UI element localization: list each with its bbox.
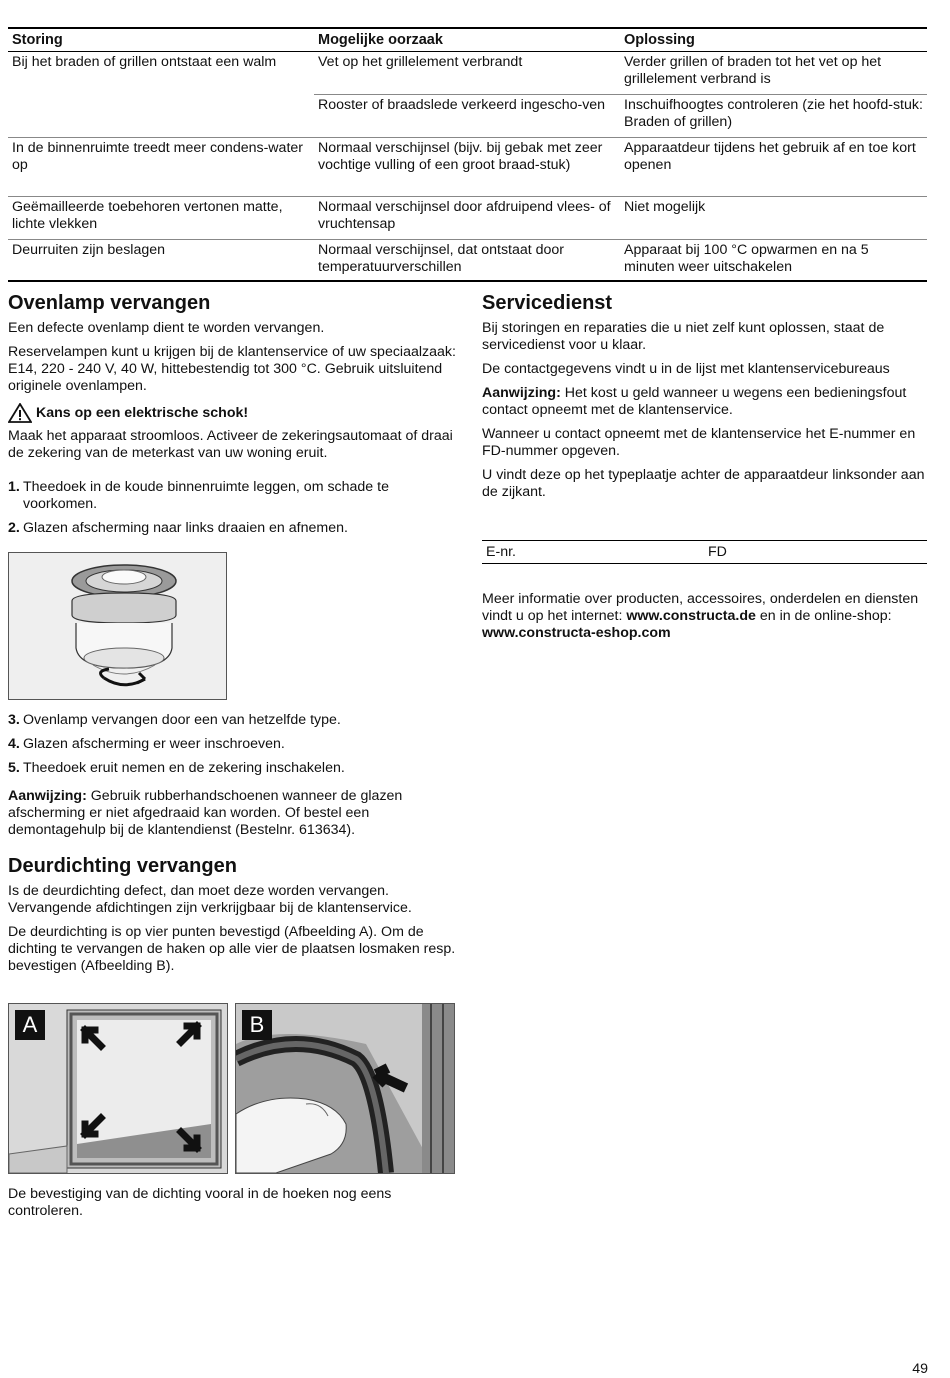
section-title-servicedienst: Servicedienst <box>482 292 613 314</box>
paragraph: U vindt deze op het typeplaatje achter de apparaatdeur linksonder aan de zijkant. <box>482 467 925 500</box>
paragraph: Wanneer u contact opneemt met de klantenservice het E-nummer en FD-nummer opgeven. <box>482 426 916 459</box>
info-text: Meer informatie over producten, accessoires, onderdelen en diensten vindt u op het internet: <box>482 591 919 624</box>
warning-title: Kans op een elektrische schok! <box>36 404 249 421</box>
step-text: Ovenlamp vervangen door een van hetzelfde type. <box>23 712 341 728</box>
paragraph: Reservelampen kunt u krijgen bij de klantenservice of uw speciaalzaak: E14, 220 - 240 V, 40 W, hittebestendig tot 300 °C. Gebruik uitsluitend originele ovenlampen. <box>8 344 456 394</box>
servicedienst-section <box>482 291 927 501</box>
warning-heading <box>8 403 458 423</box>
table-cell: Apparaat bij 100 °C opwarmen en na 5 minuten weer uitschakelen <box>620 240 927 282</box>
table-cell: Apparaatdeur tijdens het gebruik af en toe kort openen <box>620 138 927 197</box>
figure-label-a: A <box>15 1010 45 1040</box>
table-row <box>8 52 927 95</box>
table-row <box>8 197 927 240</box>
paragraph: Een defecte ovenlamp dient te worden vervangen. <box>8 320 325 336</box>
list-item <box>8 479 458 513</box>
website-link[interactable]: www.constructa.de <box>626 608 756 624</box>
table-cell: Geëmailleerde toebehoren vertonen matte, lichte vlekken <box>8 197 314 240</box>
step-number: 2. <box>8 520 20 536</box>
note-text: Het kost u geld wanneer u wegens een bedieningsfout contact opneemt met de klantenservice. <box>482 385 907 418</box>
step-text: Theedoek eruit nemen en de zekering inschakelen. <box>23 760 345 776</box>
step-text: Theedoek in de koude binnenruimte leggen, om schade te voorkomen. <box>23 479 389 512</box>
step-number: 5. <box>8 760 20 776</box>
table-header-row <box>8 28 927 52</box>
table-cell: Normaal verschijnsel door afdruipend vlees- of vruchtensap <box>314 197 620 240</box>
steps-list <box>8 479 458 537</box>
table-cell: Vet op het grillelement verbrandt <box>314 52 620 95</box>
table-cell <box>8 95 314 138</box>
list-item <box>8 736 458 753</box>
type-plate-fields <box>482 540 927 564</box>
warning-text: Maak het apparaat stroomloos. Activeer de zekeringsautomaat of draai de zekering van de meterkast van uw woning eruit. <box>8 428 453 461</box>
note-text: Gebruik rubberhandschoenen wanneer de glazen afscherming er niet afgedraaid kan worden. Of bestel een demontagehulp bij de klantendienst (Bestelnr. 613634). <box>8 788 403 838</box>
table-cell: Deurruiten zijn beslagen <box>8 240 314 282</box>
table-row <box>8 138 927 197</box>
table-cell: In de binnenruimte treedt meer condens-water op <box>8 138 314 197</box>
table-cell: Niet mogelijk <box>620 197 927 240</box>
note-paragraph <box>8 788 458 839</box>
list-item <box>8 760 458 777</box>
paragraph: Bij storingen en reparaties die u niet zelf kunt oplossen, staat de servicedienst voor u klaar. <box>482 320 885 353</box>
table-cell: Normaal verschijnsel (bijv. bij gebak met zeer vochtige vulling of een groot braad-stuk) <box>314 138 620 197</box>
fd-number-label: FD <box>708 544 727 560</box>
table-cell: Bij het braden of grillen ontstaat een walm <box>12 54 277 70</box>
table-cell: Normaal verschijnsel, dat ontstaat door temperatuurverschillen <box>314 240 620 282</box>
step-number: 1. <box>8 479 20 495</box>
troubleshooting-table <box>8 27 927 282</box>
table-cell: Rooster of braadslede verkeerd ingescho-ven <box>314 95 620 138</box>
page-number: 49 <box>912 1361 928 1377</box>
step-number: 3. <box>8 712 20 728</box>
more-info-paragraph <box>482 591 927 642</box>
section-title-deurdichting: Deurdichting vervangen <box>8 855 237 877</box>
list-item <box>8 520 458 537</box>
note-label: Aanwijzing: <box>482 385 561 401</box>
lamp-cover-image <box>8 552 227 700</box>
warning-triangle-icon <box>8 403 36 423</box>
column-header: Storing <box>8 28 314 52</box>
paragraph: De deurdichting is op vier punten bevestigd (Afbeelding A). Om de dichting te vervangen de haken op alle vier de plaatsen losmaken resp. bevestigen (Afbeelding B). <box>8 924 456 974</box>
table-row <box>8 240 927 282</box>
table-row <box>8 95 927 138</box>
step-text: Glazen afscherming naar links draaien en afnemen. <box>23 520 348 536</box>
list-item <box>8 712 458 729</box>
deurdichting-section <box>8 854 458 975</box>
column-header: Oplossing <box>620 28 927 52</box>
note-paragraph <box>482 385 927 419</box>
eshop-link[interactable]: www.constructa-eshop.com <box>482 625 671 641</box>
step-text: Glazen afscherming er weer inschroeven. <box>23 736 285 752</box>
note-label: Aanwijzing: <box>8 788 87 804</box>
table-cell: Inschuifhoogtes controleren (zie het hoofd-stuk: Braden of grillen) <box>620 95 927 138</box>
table-cell: Verder grillen of braden tot het vet op het grillelement verbrand is <box>620 52 927 95</box>
e-number-label: E-nr. <box>486 544 516 560</box>
figure-caption: De bevestiging van de dichting vooral in de hoeken nog eens controleren. <box>8 1186 392 1219</box>
section-title-ovenlamp: Ovenlamp vervangen <box>8 292 211 314</box>
paragraph: De contactgegevens vindt u in de lijst met klantenservicebureaus <box>482 361 890 377</box>
ovenlamp-section <box>8 291 458 537</box>
step-number: 4. <box>8 736 20 752</box>
info-text: en in de online-shop: <box>755 608 892 624</box>
steps-list-continued <box>8 712 458 839</box>
door-seal-image-b <box>235 1003 455 1174</box>
paragraph: Is de deurdichting defect, dan moet deze worden vervangen. Vervangende afdichtingen zijn verkrijgbaar bij de klantenservice. <box>8 883 412 916</box>
figure-label-b: B <box>242 1010 272 1040</box>
column-header: Mogelijke oorzaak <box>314 28 620 52</box>
door-seal-image-a <box>8 1003 228 1174</box>
